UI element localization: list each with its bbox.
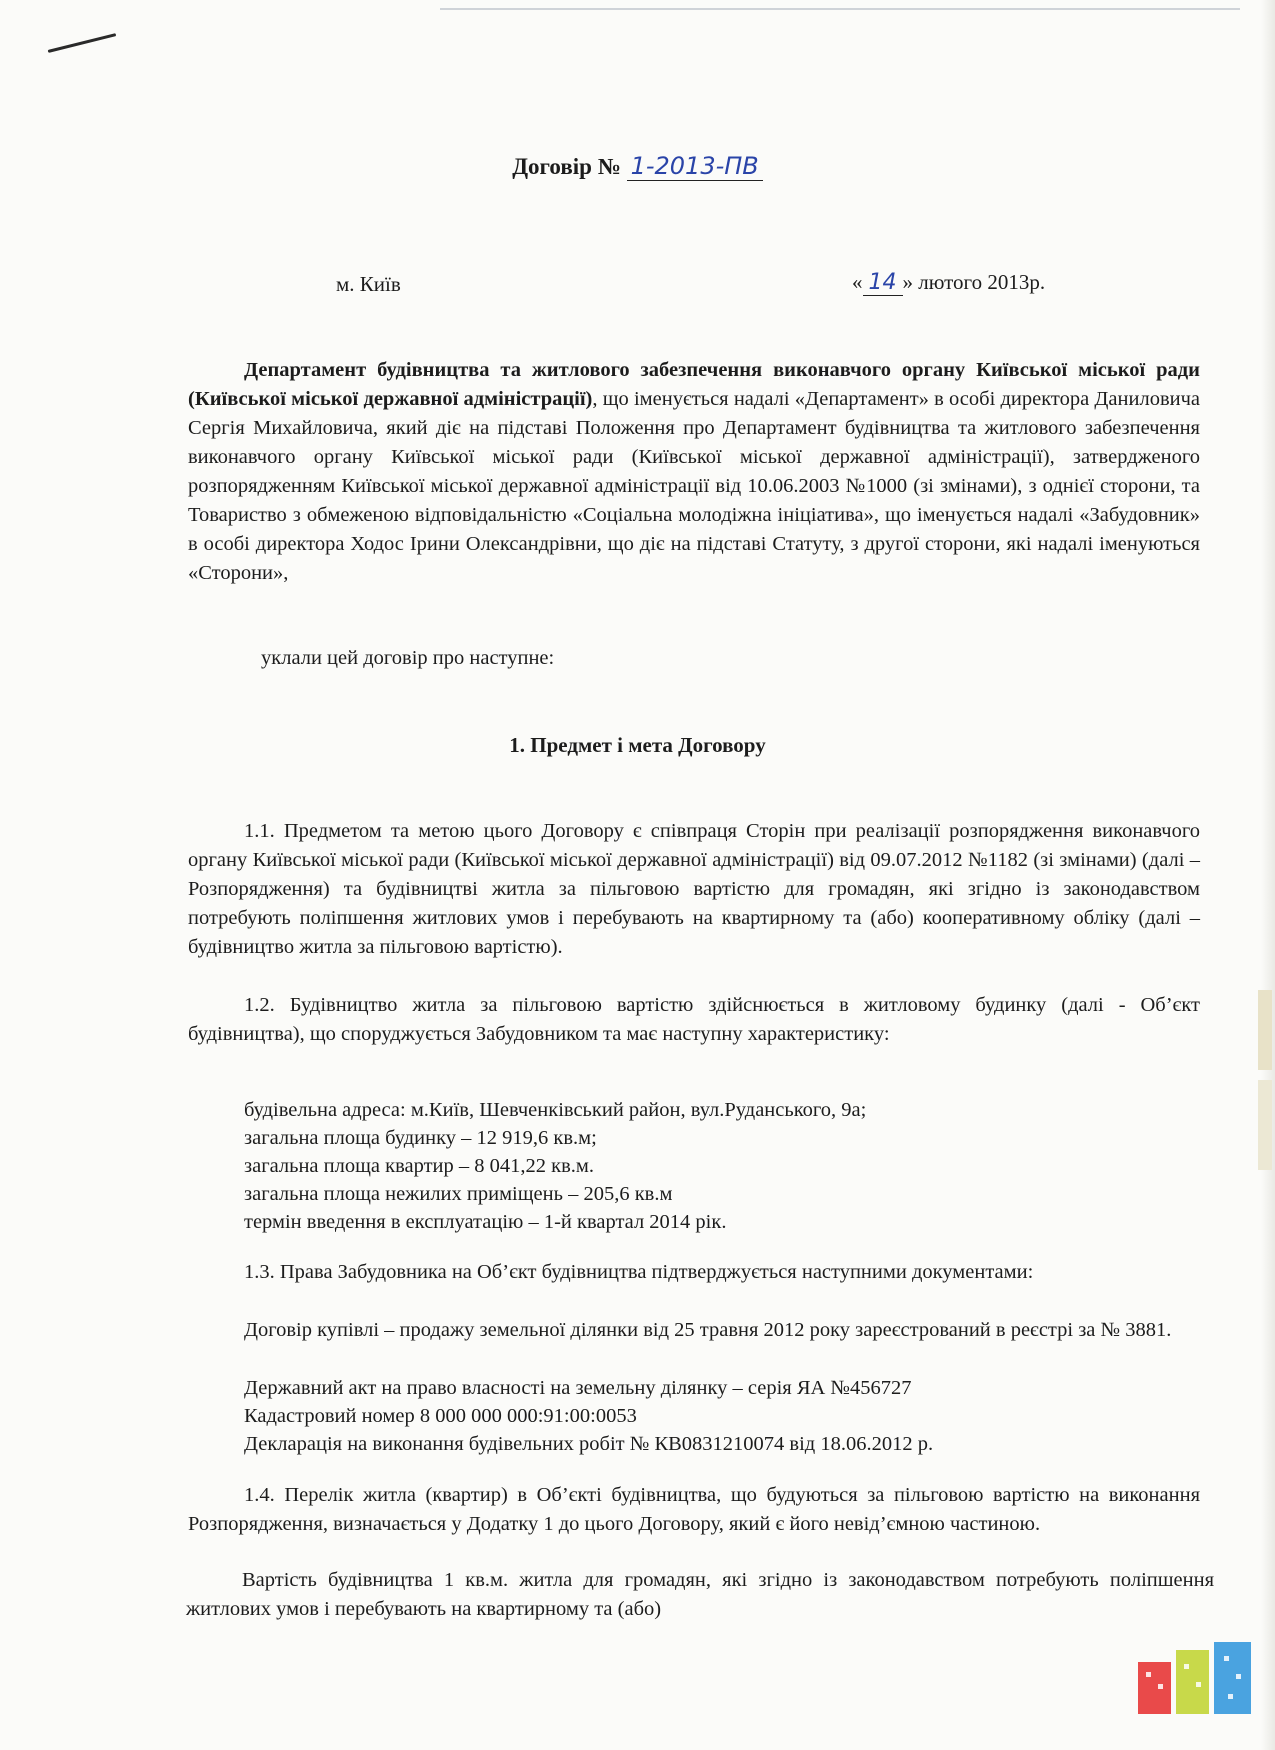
agreed-line: уклали цей договір про наступне: xyxy=(261,647,555,669)
scan-artifact-tab xyxy=(1258,1080,1272,1170)
clause-1-3-document: Кадастровий номер 8 000 000 000:91:00:0053 xyxy=(244,1405,637,1427)
preamble-text: , що іменується надалі «Департамент» в особі директора Даниловича Сергія Михайловича, який діє на підставі Положення про Департамент будівництва та житлового забезпечення виконавчого органу Київської міської ради (Київської міської державної адміністрації), затвердженого розпорядженням Київської міської державної адміністрації від 10.06.2003 №1000 (зі змінами), з однієї сторони, та Товариство з обмеженою відповідальністю «Соціальна молодіжна ініціатива», що іменується надалі «Забудовник» в особі директора Ходос Ірини Олександрівни, що діє на підставі Статуту, з другої сторони, які надалі іменуються «Сторони», xyxy=(188,388,1200,584)
preamble-paragraph xyxy=(188,356,1200,588)
date-day-handwritten: 14 xyxy=(863,270,903,296)
clause-1-3-document: Державний акт на право власності на земельну ділянку – серія ЯА №456727 xyxy=(244,1377,912,1399)
date-rest: » лютого 2013р. xyxy=(902,270,1046,294)
characteristic-item: термін введення в експлуатацію – 1-й квартал 2014 рік. xyxy=(244,1211,727,1233)
clause-1-3-document: Договір купівлі – продажу земельної ділянки від 25 травня 2012 року зареєстрований в реєстрі за № 3881. xyxy=(244,1319,1172,1341)
clause-1-1: 1.1. Предметом та метою цього Договору є співпраця Сторін при реалізації розпорядження виконавчого органу Київської міської ради (Київської міської державної адміністрації) від 09.07.2012 №1182 (зі змінами) (далі – Розпорядження) та будівництві житла за пільговою вартістю для громадян, які згідно із законодавством потребують поліпшення житлових умов і перебувають на квартирному та (або) кооперативному обліку (далі – будівництво житла за пільговою вартістю). xyxy=(188,820,1200,958)
scan-artifact-top xyxy=(440,8,1240,10)
clause-1-2: 1.2. Будівництво житла за пільговою вартістю здійснюється в житловому будинку (далі - Об’єкт будівництва), що споруджується Забудовником та має наступну характеристику: xyxy=(188,994,1200,1045)
clause-1-3-document: Декларація на виконання будівельних робіт № КВ0831210074 від 18.06.2012 р. xyxy=(244,1433,934,1455)
preamble-party-name: Департамент будівництва та житлового забезпечення виконавчого органу Київської міської ради (Київської міської державної адміністрації) xyxy=(188,359,1200,410)
contract-date xyxy=(852,270,1045,295)
scan-artifact-edge xyxy=(1261,0,1275,1750)
clause-1-3: 1.3. Права Забудовника на Об’єкт будівництва підтверджується наступними документами: xyxy=(244,1261,1034,1283)
characteristic-item: загальна площа квартир – 8 041,22 кв.м. xyxy=(244,1155,594,1177)
section-1-heading: 1. Предмет і мета Договору xyxy=(509,733,766,757)
clause-1-4: 1.4. Перелік житла (квартир) в Об’єкті будівництва, що будуються за пільговою вартістю на виконання Розпорядження, визначається у Додатку 1 до цього Договору, який є його невід’ємною частиною. xyxy=(188,1484,1200,1535)
contract-city: м. Київ xyxy=(336,272,401,296)
date-quote: « xyxy=(852,270,863,294)
cost-paragraph: Вартість будівництва 1 кв.м. житла для громадян, які згідно із законодавством потребують поліпшення житлових умов і перебувають на квартирному та (або) xyxy=(186,1569,1214,1620)
pen-mark xyxy=(48,33,117,53)
title-prefix: Договір № xyxy=(512,154,621,179)
contract-title xyxy=(0,152,1275,180)
contract-number-handwritten: 1-2013-ПВ xyxy=(627,152,763,181)
characteristic-item: загальна площа будинку – 12 919,6 кв.м; xyxy=(244,1127,597,1149)
building-logo-icon xyxy=(1138,1642,1251,1714)
scan-artifact-tab xyxy=(1258,990,1272,1070)
characteristic-item: загальна площа нежилих приміщень – 205,6 кв.м xyxy=(244,1183,673,1205)
characteristic-item: будівельна адреса: м.Київ, Шевченківський район, вул.Руданського, 9а; xyxy=(244,1099,867,1121)
